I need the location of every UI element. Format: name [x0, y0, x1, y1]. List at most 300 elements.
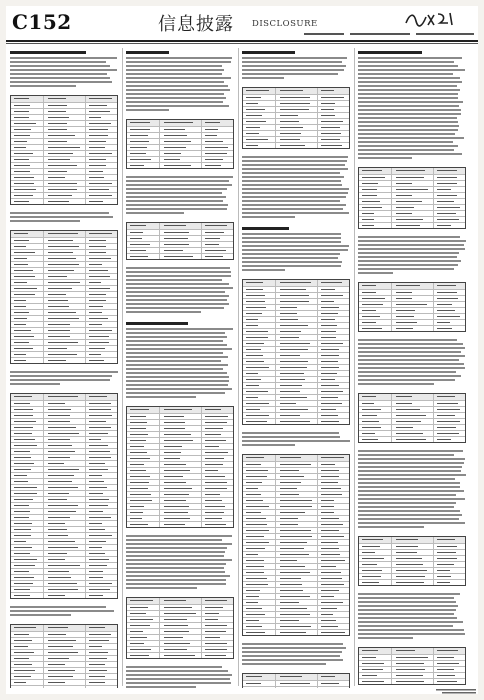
- table-cell: [205, 488, 227, 489]
- table-cell: [48, 445, 72, 446]
- table-cell: [89, 336, 109, 337]
- table-cell: [396, 396, 412, 397]
- table-cell: [130, 147, 147, 148]
- table-cell: [246, 349, 261, 350]
- text-line: [358, 609, 456, 611]
- table-cell: [280, 602, 299, 603]
- table-cell: [246, 626, 261, 627]
- text-line: [242, 233, 341, 235]
- table-cell: [321, 530, 339, 531]
- table-cell: [130, 256, 148, 257]
- table-cell: [362, 650, 377, 651]
- table-cell: [14, 511, 30, 512]
- text-line: [242, 241, 341, 243]
- table-cell: [246, 421, 267, 422]
- table-cell: [89, 312, 102, 313]
- text-line: [242, 436, 340, 438]
- table-cell: [48, 571, 69, 572]
- text-line: [242, 184, 342, 186]
- data-table: [126, 597, 234, 659]
- data-table: [358, 282, 466, 332]
- table-cell: [280, 295, 309, 296]
- table-cell: [246, 554, 258, 555]
- table-cell: [205, 122, 220, 123]
- table-cell: [362, 177, 385, 178]
- table-row: [243, 687, 349, 688]
- table-cell: [130, 232, 143, 233]
- table-cell: [246, 632, 265, 633]
- table-cell: [246, 530, 269, 531]
- table-cell: [246, 470, 268, 471]
- table-cell: [89, 98, 112, 99]
- table-cell: [396, 207, 414, 208]
- table-cell: [246, 145, 258, 146]
- table-cell: [362, 304, 383, 305]
- text-line: [358, 105, 459, 107]
- table-cell: [89, 445, 108, 446]
- table-cell: [205, 482, 226, 483]
- table-cell: [89, 264, 102, 265]
- table-cell: [396, 427, 413, 428]
- table-cell: [164, 655, 195, 656]
- table-cell: [396, 552, 417, 553]
- table-cell: [89, 177, 103, 178]
- table-cell: [164, 524, 185, 525]
- table-cell: [89, 427, 111, 428]
- table-cell: [321, 319, 335, 320]
- table-cell: [280, 325, 308, 326]
- table-cell: [246, 282, 263, 283]
- table-cell: [48, 195, 72, 196]
- table-cell: [14, 676, 31, 677]
- table-cell: [89, 153, 111, 154]
- table-cell: [14, 258, 27, 259]
- table-cell: [14, 517, 29, 518]
- table-cell: [362, 558, 383, 559]
- table-cell: [280, 506, 311, 507]
- table-cell: [89, 571, 103, 572]
- table-cell: [280, 391, 300, 392]
- table-cell: [246, 548, 265, 549]
- table-cell: [362, 285, 375, 286]
- text-line: [126, 109, 169, 111]
- table-cell: [14, 595, 30, 596]
- table-cell: [321, 379, 335, 380]
- table-cell: [362, 669, 383, 670]
- text-line: [126, 291, 225, 293]
- table-cell: [396, 189, 427, 190]
- table-cell: [321, 476, 338, 477]
- table-cell: [321, 133, 340, 134]
- table-cell: [89, 493, 102, 494]
- header-meta-text: [304, 31, 474, 37]
- text-line: [358, 518, 459, 520]
- table-cell: [164, 476, 183, 477]
- text-line: [242, 237, 341, 239]
- text-line: [126, 384, 228, 386]
- table-cell: [437, 570, 449, 571]
- table-cell: [205, 476, 225, 477]
- table-cell: [48, 463, 64, 464]
- table-cell: [89, 123, 110, 124]
- table-cell: [396, 183, 412, 184]
- table-cell: [321, 367, 339, 368]
- table-cell: [321, 403, 342, 404]
- table-header-row: [11, 625, 117, 632]
- table-cell: [48, 246, 79, 247]
- table-cell: [14, 577, 34, 578]
- table-cell: [246, 578, 267, 579]
- table-cell: [246, 313, 262, 314]
- text-line: [126, 307, 224, 309]
- table-cell: [437, 546, 456, 547]
- table-cell: [164, 409, 192, 410]
- table-cell: [205, 165, 221, 166]
- section-heading: [126, 322, 188, 325]
- table-cell: [396, 576, 425, 577]
- text-line: [126, 547, 227, 549]
- newspaper-page: [6, 6, 478, 694]
- table-cell: [362, 539, 383, 540]
- text-line: [126, 101, 223, 103]
- text-line: [358, 482, 460, 484]
- text-line: [358, 383, 434, 385]
- table-cell: [14, 105, 30, 106]
- text-line: [126, 311, 201, 313]
- table-cell: [48, 324, 70, 325]
- table-cell: [437, 564, 453, 565]
- table-cell: [48, 171, 67, 172]
- table-cell: [130, 625, 150, 626]
- table-cell: [362, 189, 377, 190]
- table-cell: [130, 434, 148, 435]
- table-cell: [130, 518, 142, 519]
- text-line: [358, 57, 462, 59]
- text-line: [358, 466, 462, 468]
- table-header-row: [359, 648, 465, 655]
- table-cell: [48, 123, 67, 124]
- table-cell: [246, 500, 263, 501]
- table-cell: [396, 650, 415, 651]
- table-cell: [321, 560, 344, 561]
- table-cell: [130, 440, 145, 441]
- table-header-row: [243, 455, 349, 462]
- table-cell: [280, 566, 305, 567]
- table-cell: [396, 213, 412, 214]
- table-cell: [48, 535, 68, 536]
- text-line: [126, 555, 224, 557]
- text-line: [358, 490, 464, 492]
- table-cell: [48, 288, 72, 289]
- text-line: [10, 73, 107, 75]
- table-cell: [164, 607, 192, 608]
- table-cell: [362, 663, 384, 664]
- table-cell: [89, 463, 104, 464]
- text-line: [126, 332, 225, 334]
- text-line: [126, 682, 231, 684]
- table-cell: [321, 295, 342, 296]
- table-cell: [321, 349, 339, 350]
- table-cell: [164, 434, 191, 435]
- text-line: [242, 659, 343, 661]
- text-line: [358, 379, 455, 381]
- text-line: [358, 153, 462, 155]
- table-cell: [280, 590, 303, 591]
- table-cell: [246, 596, 259, 597]
- table-cell: [280, 548, 304, 549]
- table-cell: [48, 129, 67, 130]
- text-line: [358, 101, 463, 103]
- table-cell: [89, 360, 104, 361]
- table-cell: [89, 141, 105, 142]
- table-cell: [89, 439, 101, 440]
- table-cell: [14, 529, 31, 530]
- table-cell: [14, 117, 29, 118]
- table-cell: [321, 421, 338, 422]
- table-cell: [89, 421, 106, 422]
- table-cell: [14, 123, 36, 124]
- table-cell: [14, 565, 35, 566]
- table-cell: [321, 361, 337, 362]
- table-cell: [14, 571, 28, 572]
- table-cell: [48, 201, 69, 202]
- table-cell: [48, 342, 78, 343]
- table-cell: [362, 582, 378, 583]
- table-cell: [14, 159, 29, 160]
- table-cell: [280, 626, 311, 627]
- table-cell: [89, 646, 102, 647]
- table-cell: [437, 170, 457, 171]
- text-line: [242, 643, 343, 645]
- text-line: [126, 287, 233, 289]
- table-cell: [362, 427, 381, 428]
- table-cell: [246, 676, 262, 677]
- table-cell: [89, 240, 105, 241]
- text-line: [358, 375, 461, 377]
- table-cell: [14, 553, 30, 554]
- table-header-row: [11, 394, 117, 401]
- text-line: [242, 208, 343, 210]
- text-line: [358, 244, 464, 246]
- table-cell: [321, 397, 337, 398]
- text-line: [358, 629, 464, 631]
- table-cell: [164, 416, 184, 417]
- text-line: [126, 283, 229, 285]
- table-cell: [280, 367, 307, 368]
- text-line: [358, 129, 458, 131]
- table-cell: [130, 225, 146, 226]
- table-cell: [205, 440, 225, 441]
- table-cell: [164, 482, 186, 483]
- table-cell: [164, 458, 180, 459]
- table-cell: [14, 583, 32, 584]
- text-line: [126, 678, 230, 680]
- table-cell: [321, 331, 335, 332]
- table-cell: [246, 361, 264, 362]
- table-cell: [246, 301, 265, 302]
- table-cell: [280, 620, 299, 621]
- table-cell: [280, 379, 305, 380]
- table-cell: [205, 613, 218, 614]
- table-cell: [246, 620, 259, 621]
- table-cell: [396, 403, 412, 404]
- text-line: [126, 81, 224, 83]
- table-cell: [205, 129, 218, 130]
- table-cell: [14, 171, 30, 172]
- table-cell: [89, 171, 103, 172]
- table-cell: [246, 397, 258, 398]
- table-cell: [362, 564, 376, 565]
- text-line: [242, 432, 339, 434]
- table-cell: [48, 421, 70, 422]
- table-cell: [89, 252, 106, 253]
- table-cell: [280, 397, 307, 398]
- text-line: [10, 383, 60, 385]
- table-cell: [321, 325, 337, 326]
- table-cell: [396, 310, 414, 311]
- table-cell: [164, 506, 189, 507]
- table-cell: [362, 570, 382, 571]
- table-cell: [48, 240, 72, 241]
- text-line: [242, 69, 344, 71]
- table-cell: [205, 141, 223, 142]
- table-cell: [437, 304, 451, 305]
- table-cell: [362, 195, 377, 196]
- text-line: [10, 614, 71, 616]
- text-line: [126, 571, 225, 573]
- table-cell: [321, 590, 339, 591]
- table-cell: [89, 342, 108, 343]
- text-line: [126, 328, 233, 330]
- table-cell: [14, 189, 36, 190]
- text-line: [126, 275, 231, 277]
- table-cell: [396, 570, 427, 571]
- table-cell: [89, 324, 101, 325]
- data-table: [358, 167, 466, 229]
- table-cell: [89, 640, 108, 641]
- table-cell: [280, 282, 311, 283]
- table-cell: [321, 415, 337, 416]
- table-cell: [321, 488, 341, 489]
- text-line: [358, 514, 462, 516]
- table-cell: [14, 300, 26, 301]
- table-cell: [48, 682, 65, 683]
- text-line: [126, 208, 227, 210]
- table-cell: [280, 337, 299, 338]
- table-cell: [437, 328, 452, 329]
- table-cell: [437, 576, 450, 577]
- page-number: C152: [12, 10, 72, 34]
- table-cell: [130, 416, 146, 417]
- table-cell: [89, 676, 105, 677]
- text-line: [126, 348, 232, 350]
- table-cell: [205, 428, 223, 429]
- text-line: [126, 200, 223, 202]
- table-cell: [280, 313, 297, 314]
- table-cell: [130, 613, 146, 614]
- table-cell: [205, 446, 218, 447]
- table-cell: [280, 349, 308, 350]
- table-cell: [246, 614, 265, 615]
- table-cell: [437, 421, 460, 422]
- data-table: [358, 536, 466, 586]
- table-cell: [14, 342, 29, 343]
- table-row: [243, 630, 349, 635]
- table-cell: [164, 141, 191, 142]
- table-cell: [280, 355, 300, 356]
- text-line: [358, 498, 465, 500]
- text-line: [358, 470, 461, 472]
- table-row: [359, 223, 465, 228]
- table-cell: [89, 415, 111, 416]
- table-cell: [164, 165, 191, 166]
- text-line: [10, 61, 106, 63]
- table-cell: [246, 355, 263, 356]
- text-line: [242, 261, 342, 263]
- text-line: [358, 617, 457, 619]
- table-cell: [280, 289, 306, 290]
- text-line: [358, 256, 457, 258]
- table-cell: [89, 183, 111, 184]
- table-cell: [14, 195, 33, 196]
- table-cell: [321, 524, 343, 525]
- table-cell: [89, 105, 106, 106]
- table-cell: [362, 433, 375, 434]
- table-cell: [164, 256, 193, 257]
- table-cell: [280, 133, 301, 134]
- table-cell: [14, 409, 33, 410]
- text-line: [126, 299, 227, 301]
- table-header-row: [243, 88, 349, 95]
- table-cell: [205, 524, 225, 525]
- table-cell: [246, 90, 269, 91]
- table-cell: [164, 625, 187, 626]
- text-line: [126, 587, 197, 589]
- table-cell: [280, 530, 310, 531]
- table-cell: [280, 518, 298, 519]
- table-cell: [437, 552, 456, 553]
- table-cell: [321, 457, 343, 458]
- text-line: [126, 93, 224, 95]
- table-cell: [437, 225, 450, 226]
- section-heading: [358, 51, 422, 54]
- table-cell: [14, 312, 29, 313]
- table-cell: [280, 614, 310, 615]
- newspaper-logo-icon: [404, 9, 456, 29]
- table-cell: [280, 512, 305, 513]
- table-cell: [89, 403, 111, 404]
- table-cell: [89, 475, 102, 476]
- table-cell: [437, 322, 450, 323]
- table-cell: [280, 488, 297, 489]
- table-cell: [246, 133, 259, 134]
- table-cell: [362, 439, 378, 440]
- table-cell: [14, 403, 30, 404]
- table-cell: [89, 111, 109, 112]
- table-cell: [321, 676, 335, 677]
- table-cell: [48, 652, 78, 653]
- table-cell: [48, 177, 65, 178]
- table-cell: [89, 165, 105, 166]
- text-line: [242, 204, 346, 206]
- text-line: [126, 666, 222, 668]
- table-cell: [14, 559, 37, 560]
- table-cell: [130, 488, 148, 489]
- text-line: [126, 73, 222, 75]
- table-cell: [205, 422, 227, 423]
- table-cell: [48, 415, 70, 416]
- table-cell: [246, 476, 267, 477]
